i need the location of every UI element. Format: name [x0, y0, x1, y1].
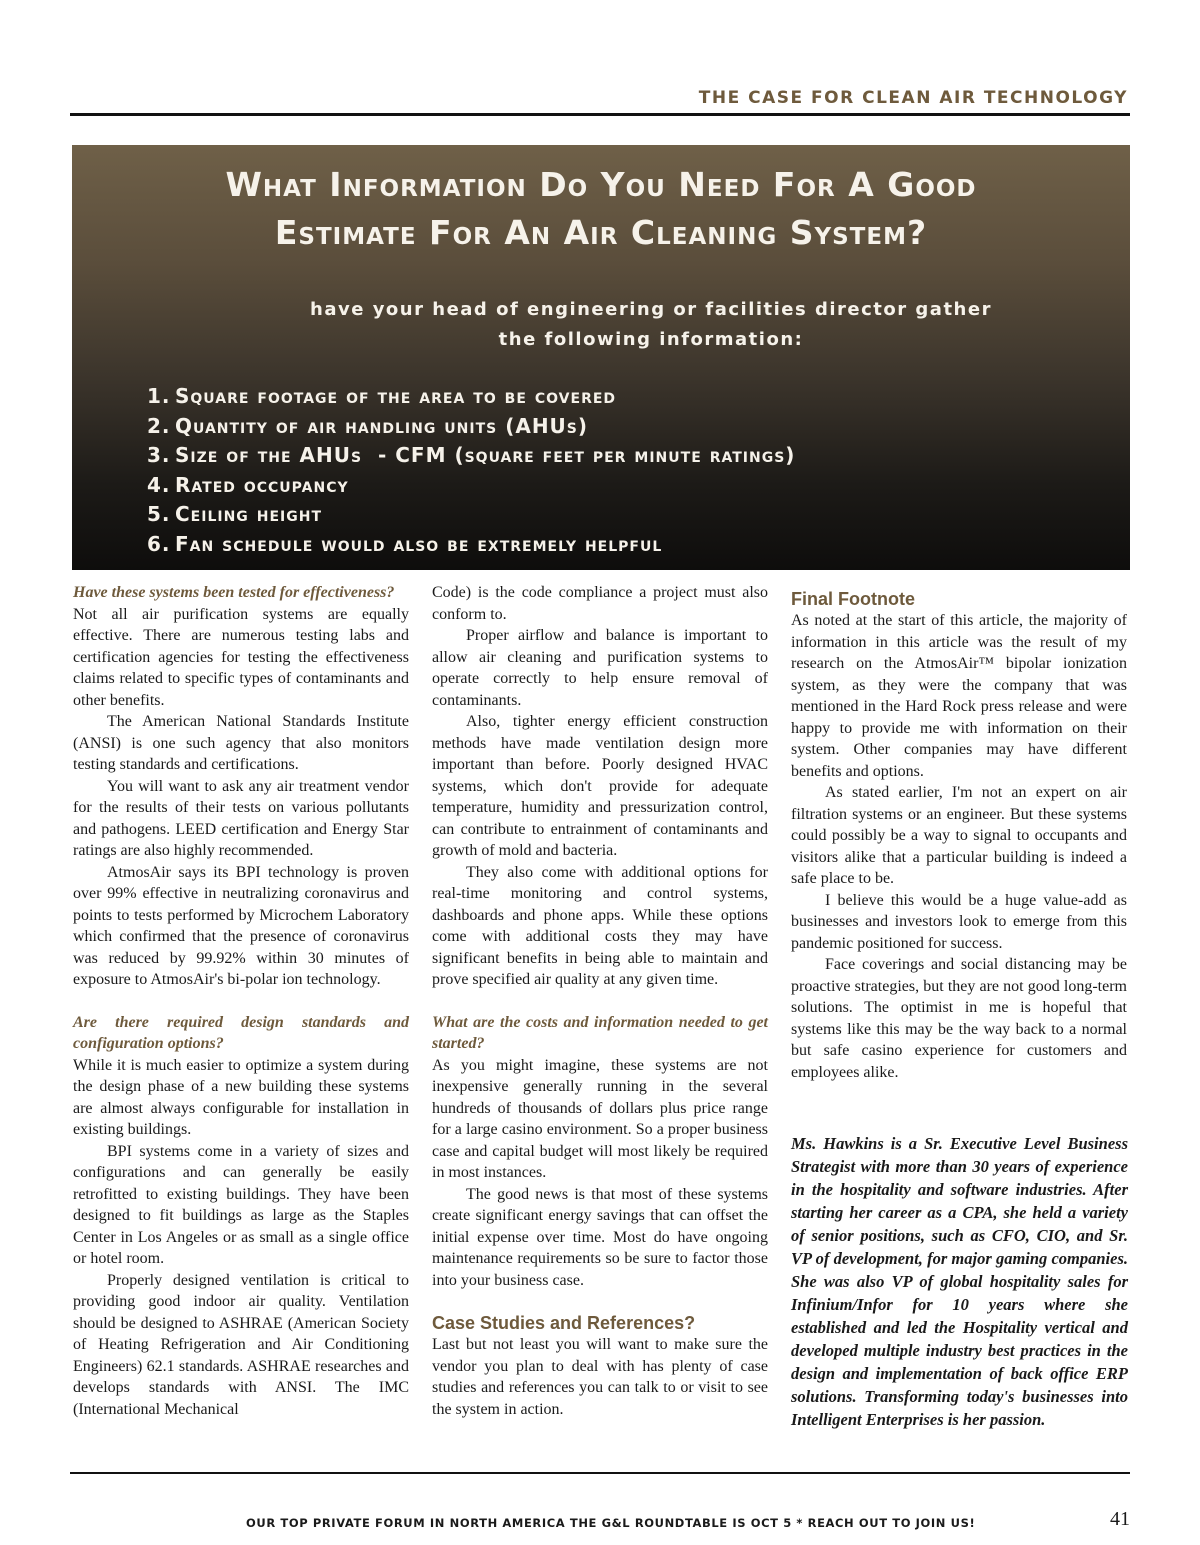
paragraph: Properly designed ventilation is critical to providing good indoor air quality. Ventilation should be designed to ASHRAE (American Society of Heating Refrigeration and Air Conditioning Engineers) 62.1 standards. ASHRAE researches and develops standards with ANSI. The IMC (International Mechanical — [73, 1271, 409, 1418]
paragraph: Proper airflow and balance is important to allow air cleaning and purification systems to operate correctly to help ensure removal of contaminants. — [432, 627, 768, 709]
author-bio: Ms. Hawkins is a Sr. Executive Level Business Strategist with more than 30 years of experience in the hospitality and software industries. After starting her career as a CPA, she held a variety of senior positions, such as CFO, CIO, and Sr. VP of development, for major gaming companies. She was also VP of global hospitality sales for Infinium/Infor for 10 years where she established and led the Hospitality vertical and developed multiple industry best practices in the design and implementation of back office ERP solutions. Transforming today's businesses into Intelligent Enterprises is her passion. — [791, 1134, 1128, 1429]
info-banner — [72, 145, 1130, 570]
bottom-rule — [70, 1472, 1130, 1474]
list-item-number: 2. — [147, 413, 171, 438]
paragraph: BPI systems come in a variety of sizes and configurations and can generally be easily retrofitted to existing buildings. They have been designed to fit buildings as large as the Staples Center in Los Angeles or as small as a single office or hotel room. — [73, 1142, 409, 1267]
paragraph: While it is much easier to optimize a system during the design phase of a new building these systems are almost always configurable for installation in existing buildings. — [73, 1056, 409, 1138]
banner-title-line: What Information Do You Need For A Good — [225, 165, 977, 204]
paragraph: As noted at the start of this article, the majority of information in this article was the result of my research on the AtmosAir™ bipolar ionization system, as they were the company that was mentioned in the Hard Rock press release and were happy to provide me with information on their system. Other companies may have different benefits and options. — [791, 612, 1127, 780]
article-column-2 — [432, 582, 768, 1420]
list-item-text: Rated occupancy — [175, 472, 349, 497]
list-item-text: Fan schedule would also be extremely helpful — [175, 531, 663, 556]
banner-intro-line: the following information: — [498, 329, 804, 350]
section-heading: Final Footnote — [791, 589, 915, 609]
requirements-list — [147, 382, 795, 559]
list-item — [147, 500, 795, 530]
paragraph: They also come with additional options for real-time monitoring and control systems, dashboards and phone apps. While these options come with additional costs they may have significant benefits in being able to maintain and prove specified air quality at any given time. — [432, 863, 768, 988]
question-heading: Have these systems been tested for effectiveness? — [73, 584, 395, 601]
paragraph: As stated earlier, I'm not an expert on air filtration systems or an engineer. But these systems could possibly be a way to signal to occupants and visitors alike that a particular building is indeed a safe place to be. — [791, 784, 1127, 887]
list-item-number: 3. — [147, 443, 171, 467]
list-item-number: 6. — [147, 531, 171, 556]
footer-promo: OUR TOP PRIVATE FORUM IN NORTH AMERICA THE G&L ROUNDTABLE IS OCT 5 * REACH OUT TO JOIN US! — [246, 1516, 976, 1530]
list-item — [147, 441, 795, 471]
list-item-text: Quantity of air handling units (AHUs) — [175, 413, 589, 438]
top-rule — [70, 113, 1130, 116]
paragraph: Last but not least you will want to make sure the vendor you plan to deal with has plenty of case studies and references you can talk to or visit to see the system in action. — [432, 1336, 768, 1418]
paragraph: Also, tighter energy efficient construction methods have made ventilation design more important than before. Poorly designed HVAC systems, which don't provide for adequate temperature, humidity and pressurization control, can contribute to entrainment of contaminants and growth of mold and bacteria. — [432, 713, 768, 859]
list-item — [147, 412, 795, 442]
paragraph: The American National Standards Institute (ANSI) is one such agency that also monitors testing standards and certifications. — [73, 713, 409, 773]
banner-title — [112, 161, 1090, 257]
list-item-text: Size of the AHUs - CFM (square feet per minute ratings) — [175, 443, 796, 467]
list-item — [147, 530, 795, 560]
list-item — [147, 382, 795, 412]
article-column-3 — [791, 588, 1127, 1083]
paragraph: AtmosAir says its BPI technology is proven over 99% effective in neutralizing coronavirus and points to tests performed by Microchem Laboratory which confirmed that the presence of coronavirus was reduced by 99.92% within 30 minutes of exposure to AtmosAir's bi-polar ion technology. — [73, 863, 409, 988]
paragraph: You will want to ask any air treatment vendor for the results of their tests on various pollutants and pathogens. LEED certification and Energy Star ratings are also highly recommended. — [73, 777, 409, 859]
section-heading: Case Studies and References? — [432, 1313, 696, 1333]
paragraph: The good news is that most of these systems create significant energy savings that can offset the initial expense over time. Most do have ongoing maintenance requirements so be sure to factor those into your business case. — [432, 1185, 768, 1289]
list-item-number: 1. — [147, 384, 171, 408]
question-heading: Are there required design standards and configuration options? — [73, 1013, 409, 1052]
paragraph: Not all air purification systems are equally effective. There are numerous testing labs and certification agencies for testing the effectiveness claims related to specific types of contaminants and other benefits. — [73, 605, 409, 709]
section-label: THE CASE FOR CLEAN AIR TECHNOLOGY — [698, 88, 1128, 108]
question-heading: What are the costs and information needed to get started? — [432, 1013, 768, 1052]
banner-intro-line: have your head of engineering or facilities director gather — [310, 299, 992, 320]
paragraph: As you might imagine, these systems are not inexpensive generally running in the several hundreds of thousands of dollars plus price range for a large casino environment. So a proper business case and capital budget will most likely be required in most instances. — [432, 1056, 768, 1181]
banner-intro — [212, 295, 1090, 355]
paragraph: I believe this would be a huge value-add as businesses and investors look to emerge from this pandemic positioned for success. — [791, 891, 1127, 952]
list-item-text: Ceiling height — [175, 502, 322, 526]
list-item-number: 5. — [147, 502, 171, 526]
paragraph: Code) is the code compliance a project must also conform to. — [432, 584, 768, 623]
list-item — [147, 471, 795, 501]
article-column-1 — [73, 582, 409, 1420]
page-number: 41 — [1110, 1508, 1130, 1530]
list-item-text: Square footage of the area to be covered — [175, 384, 617, 408]
paragraph: Face coverings and social distancing may be proactive strategies, but they are not good long-term solutions. The optimist in me is hopeful that systems like this may be the way back to a normal but safe casino experience for customers and employees alike. — [791, 956, 1127, 1081]
list-item-number: 4. — [147, 472, 171, 497]
banner-title-line: Estimate For An Air Cleaning System? — [274, 213, 928, 252]
